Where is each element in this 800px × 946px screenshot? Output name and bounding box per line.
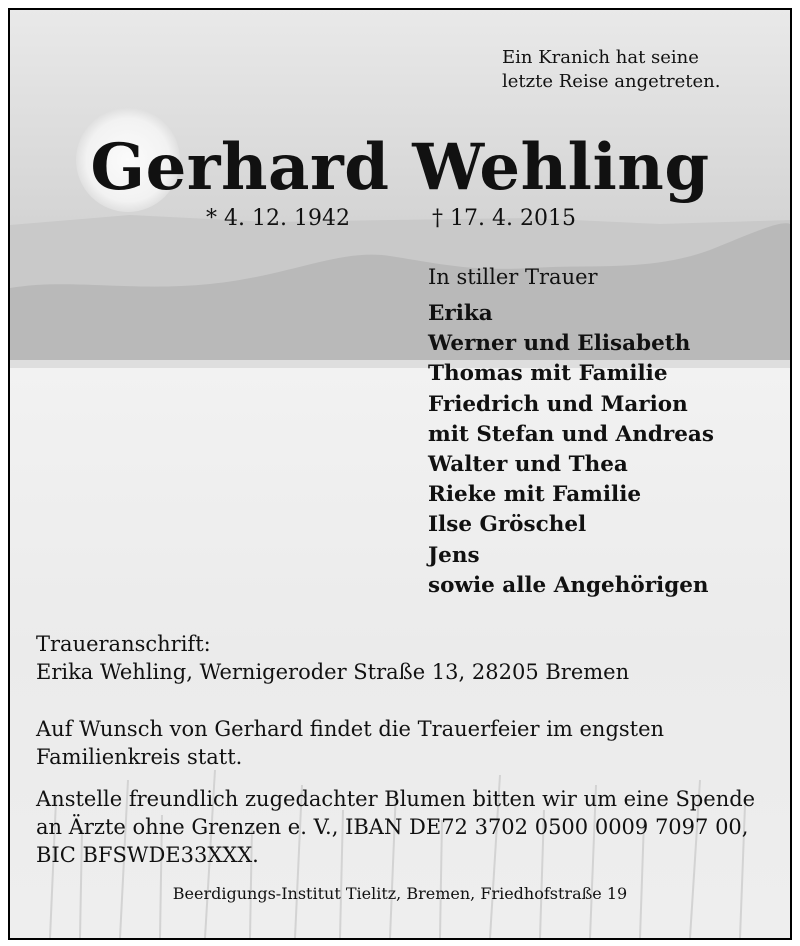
mourning-phrase: In stiller Trauer (428, 265, 598, 289)
mourner-item: Jens (428, 542, 480, 568)
mourner-item: Thomas mit Familie (428, 361, 668, 387)
address-label: Traueranschrift: (36, 632, 211, 656)
birth-date: * 4. 12. 1942 (206, 206, 350, 231)
donation-note: Anstelle freundlich zugedachter Blumen bitten wir um eine Spende an Ärzte ohne Grenzen e. V., IBAN DE72 3702 0500 0009 7097 00, BIC BFSWDE33XXX. (36, 787, 756, 867)
mourner-item: sowie alle Angehörigen (428, 572, 709, 598)
funeral-home-footer: Beerdigungs-Institut Tielitz, Bremen, Friedhofstraße 19 (172, 884, 628, 903)
mourner-item: mit Stefan und Andreas (428, 421, 714, 447)
mourner-item: Erika (428, 301, 493, 326)
mourners-list (428, 299, 714, 601)
service-note: Auf Wunsch von Gerhard findet die Trauerfeier im engsten Familienkreis statt. (36, 717, 665, 769)
motto (502, 46, 721, 94)
mourner-item: Werner und Elisabeth (428, 331, 691, 357)
motto-line-2: letzte Reise angetreten. (502, 71, 721, 92)
deceased-name: Gerhard Wehling (90, 130, 710, 205)
motto-line-1: Ein Kranich hat seine (502, 47, 699, 68)
mourner-item: Ilse Gröschel (428, 512, 587, 538)
mourner-item: Walter und Thea (428, 452, 628, 478)
death-date: † 17. 4. 2015 (432, 206, 576, 231)
mourning-address: Erika Wehling, Wernigeroder Straße 13, 28205 Bremen (36, 660, 630, 684)
obituary-notice (8, 8, 792, 940)
mourner-item: Rieke mit Familie (428, 482, 642, 508)
mourner-item: Friedrich und Marion (428, 391, 688, 417)
